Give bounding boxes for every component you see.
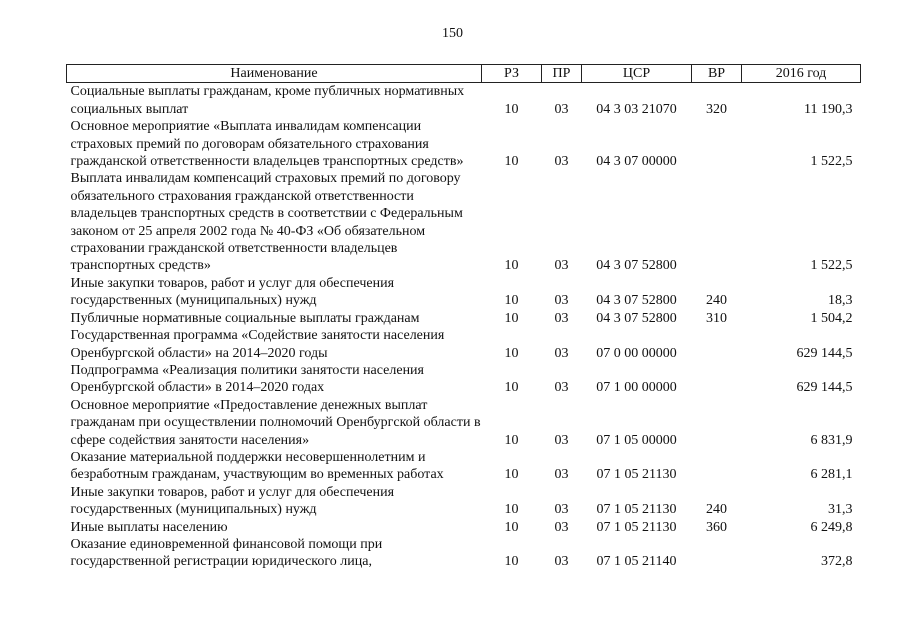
cell-pr: 03 (554, 432, 569, 448)
header-pr: ПР (542, 65, 582, 83)
header-rz: РЗ (482, 65, 542, 83)
cell-csr: 04 3 07 00000 (596, 154, 677, 170)
cell-year: 31,3 (828, 502, 853, 518)
cell-vr (692, 536, 742, 571)
cell-pr: 03 (554, 554, 569, 570)
cell-csr: 04 3 07 52800 (596, 258, 677, 274)
cell-vr (692, 118, 742, 170)
budget-table (66, 64, 861, 571)
header-vr: ВР (692, 65, 742, 83)
cell-year: 1 522,5 (810, 154, 853, 170)
cell-csr: 04 3 03 21070 (596, 101, 677, 117)
cell-rz: 10 (504, 101, 519, 117)
cell-year: 6 249,8 (810, 519, 853, 535)
cell-rz: 10 (504, 345, 519, 361)
table-row (67, 397, 861, 449)
cell-name: Оказание материальной поддержки несовершеннолетним и безработным гражданам, участвующим во временных работах (70, 449, 444, 483)
cell-csr: 07 1 05 21130 (596, 502, 677, 518)
table-row (67, 275, 861, 310)
table-row (67, 536, 861, 571)
cell-csr: 04 3 07 52800 (596, 310, 677, 326)
header-csr: ЦСР (582, 65, 692, 83)
cell-csr: 07 1 05 21140 (596, 554, 677, 570)
table-row (67, 519, 861, 536)
cell-csr: 07 1 05 21130 (596, 467, 677, 483)
cell-vr (692, 362, 742, 397)
cell-year: 18,3 (828, 293, 853, 309)
cell-name: Подпрограмма «Реализация политики занятости населения Оренбургской области» в 2014–2020 годах (70, 362, 424, 396)
cell-rz: 10 (504, 432, 519, 448)
cell-rz: 10 (504, 380, 519, 396)
cell-rz: 10 (504, 554, 519, 570)
cell-name: Государственная программа «Содействие занятости населения Оренбургской области» на 2014–2020 годы (70, 328, 445, 361)
cell-vr: 320 (706, 101, 727, 117)
cell-name: Социальные выплаты гражданам, кроме публичных нормативных социальных выплат (70, 84, 465, 117)
cell-pr: 03 (554, 310, 569, 326)
cell-name: Иные выплаты населению (70, 519, 228, 535)
cell-name: Выплата инвалидам компенсаций страховых премий по договору обязательного страхования гражданской ответственности владельцев транспортных средств в соответствии с Федеральным законом от 25 апреля 2002 года № 40-ФЗ «Об обязательном страховании гражданской ответственности владельцев транспортных средств» (70, 171, 463, 274)
cell-rz: 10 (504, 310, 519, 326)
cell-name: Основное мероприятие «Предоставление денежных выплат гражданам при осуществлении полномочий Оренбургской области в сфере содействия занятости населения» (70, 397, 481, 448)
cell-pr: 03 (554, 293, 569, 309)
cell-year: 11 190,3 (804, 101, 853, 117)
table-row (67, 170, 861, 274)
cell-csr: 07 0 00 00000 (596, 345, 677, 361)
cell-year: 1 504,2 (810, 310, 853, 326)
cell-pr: 03 (554, 345, 569, 361)
cell-year: 1 522,5 (810, 258, 853, 274)
cell-pr: 03 (554, 502, 569, 518)
cell-vr (692, 449, 742, 484)
page-number: 150 (442, 26, 463, 41)
cell-csr: 07 1 05 00000 (596, 432, 677, 448)
cell-year: 629 144,5 (796, 380, 853, 396)
cell-pr: 03 (554, 101, 569, 117)
cell-name: Иные закупки товаров, работ и услуг для обеспечения государственных (муниципальных) нужд (70, 484, 395, 518)
cell-rz: 10 (504, 467, 519, 483)
cell-csr: 04 3 07 52800 (596, 293, 677, 309)
table-row (67, 362, 861, 397)
table-header (67, 65, 861, 83)
cell-name: Оказание единовременной финансовой помощи при государственной регистрации юридического лица, (70, 536, 383, 570)
table-row (67, 310, 861, 327)
cell-pr: 03 (554, 467, 569, 483)
cell-vr: 360 (706, 519, 727, 535)
cell-year: 6 831,9 (810, 432, 853, 448)
cell-rz: 10 (504, 293, 519, 309)
cell-vr: 310 (706, 310, 727, 326)
cell-vr (692, 327, 742, 362)
cell-vr (692, 397, 742, 449)
table-body (67, 83, 861, 571)
cell-rz: 10 (504, 258, 519, 274)
cell-rz: 10 (504, 519, 519, 535)
cell-pr: 03 (554, 519, 569, 535)
cell-rz: 10 (504, 154, 519, 170)
table-row (67, 118, 861, 170)
header-year: 2016 год (742, 65, 861, 83)
cell-year: 629 144,5 (796, 345, 853, 361)
cell-csr: 07 1 05 21130 (596, 519, 677, 535)
cell-vr (692, 170, 742, 274)
header-row (67, 65, 861, 83)
cell-year: 6 281,1 (810, 467, 853, 483)
cell-name: Иные закупки товаров, работ и услуг для обеспечения государственных (муниципальных) нужд (70, 275, 395, 309)
cell-csr: 07 1 00 00000 (596, 380, 677, 396)
table-row (67, 449, 861, 484)
header-name: Наименование (67, 65, 482, 83)
cell-pr: 03 (554, 154, 569, 170)
cell-name: Публичные нормативные социальные выплаты гражданам (70, 310, 420, 326)
table-row (67, 327, 861, 362)
cell-vr: 240 (706, 293, 727, 309)
cell-pr: 03 (554, 380, 569, 396)
cell-rz: 10 (504, 502, 519, 518)
table-row (67, 83, 861, 118)
cell-vr: 240 (706, 502, 727, 518)
cell-year: 372,8 (821, 554, 853, 570)
cell-pr: 03 (554, 258, 569, 274)
cell-name: Основное мероприятие «Выплата инвалидам компенсации страховых премий по договорам обязательного страхования гражданской ответственности владельцев транспортных средств» (70, 119, 464, 170)
table-row (67, 484, 861, 519)
